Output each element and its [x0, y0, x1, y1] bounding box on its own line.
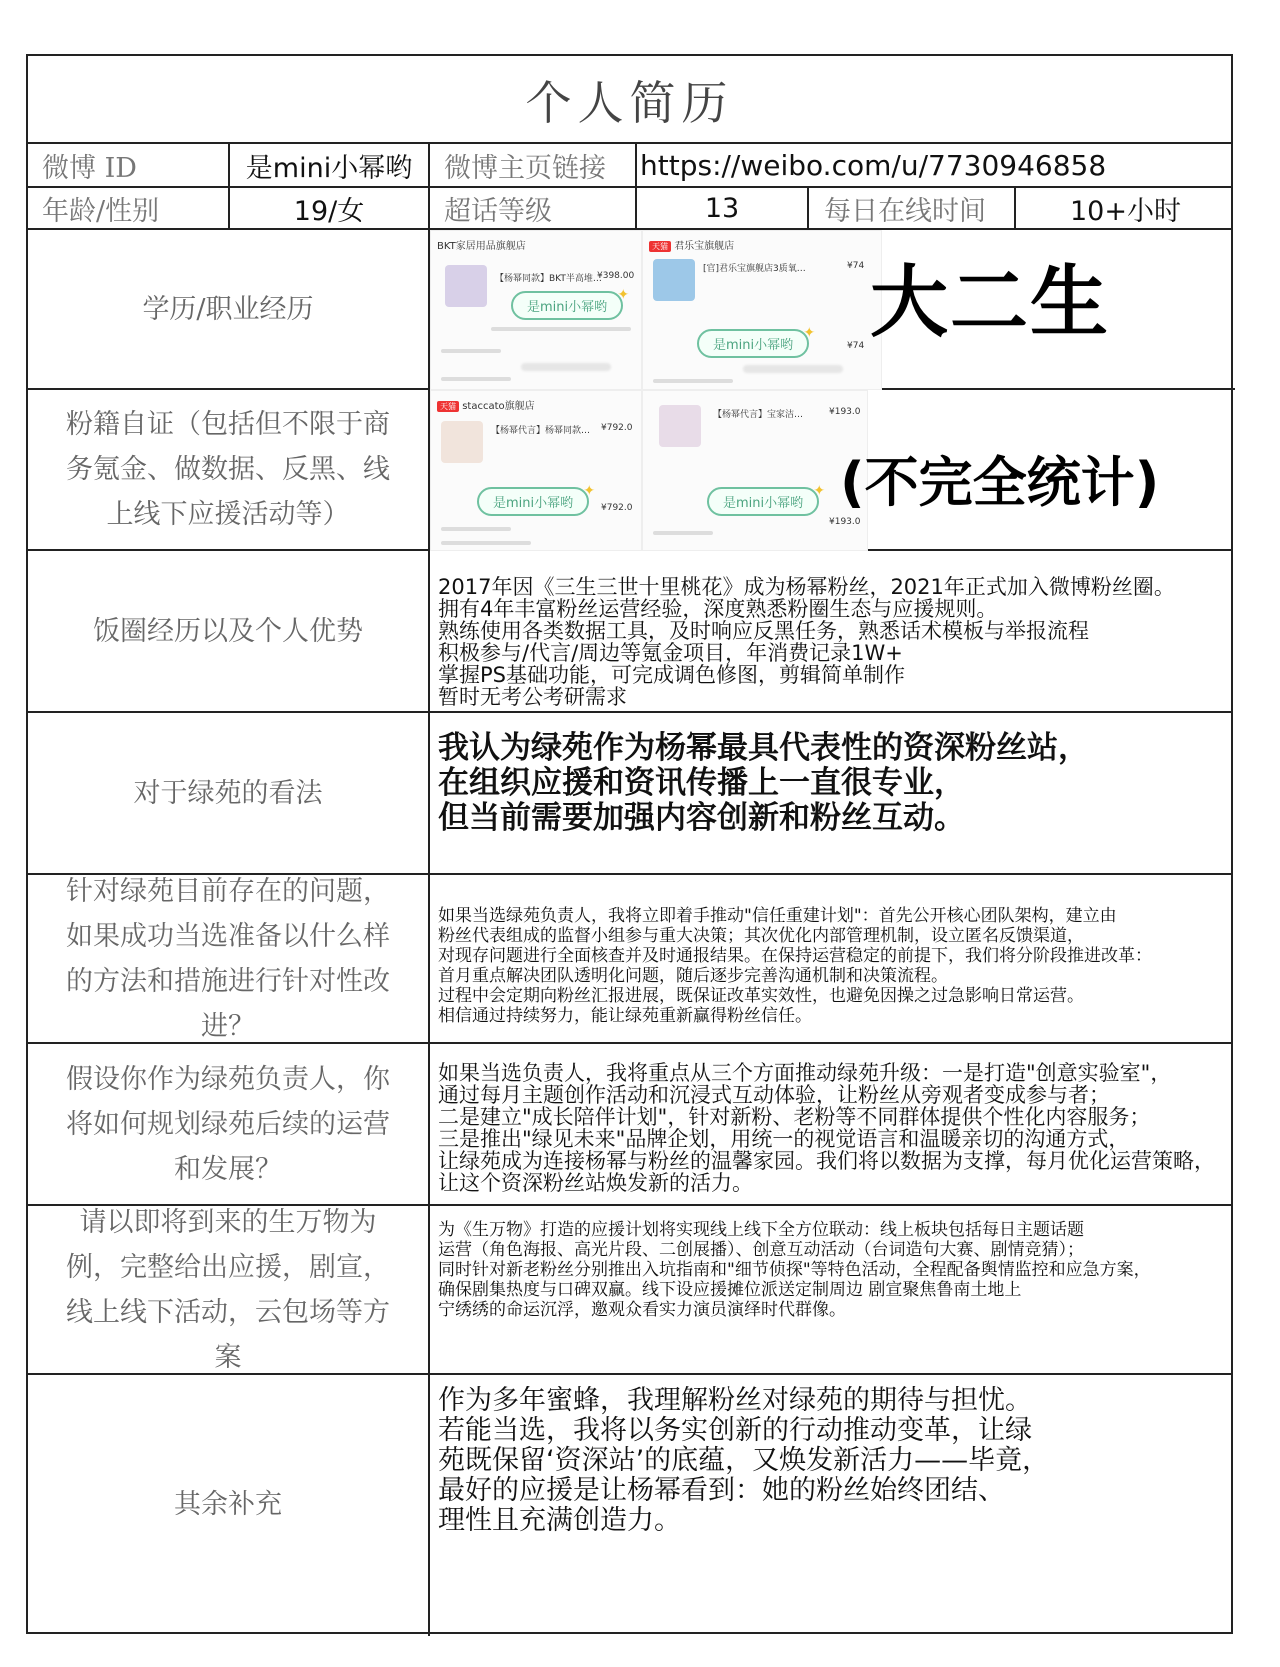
super-topic-value: 13: [704, 192, 740, 224]
product-title: 【杨幂代言】杨幂同款…: [491, 426, 591, 436]
blurred-text: [743, 365, 843, 373]
answer-line: 理性且充满创造力。: [438, 1505, 681, 1536]
improve-answer: [438, 906, 1228, 1026]
answer-line: 同时针对新老粉丝分别推出入坑指南和"细节侦探"等特色活动，全程配备舆情监控和应急方案，: [438, 1260, 1151, 1280]
answer-line: 相信通过持续努力，能让绿苑重新赢得粉丝信任。: [438, 1006, 812, 1026]
opinion-label: 对于绿苑的看法: [133, 777, 323, 809]
answer-line: 作为多年蜜蜂，我理解粉丝对绿苑的期待与担忧。: [438, 1386, 1032, 1416]
label-line: 假设你作为绿苑负责人，你: [66, 1063, 390, 1095]
answer-line: 为《生万物》打造的应援计划将实现线上线下全方位联动：线上板块包括每日主题话题: [438, 1220, 1084, 1240]
shop-name: [649, 237, 734, 252]
answer-line: 在组织应援和资讯传播上一直很专业，: [438, 765, 965, 801]
proof-answer: (不完全统计): [840, 451, 1160, 514]
product-price: ¥74: [847, 261, 865, 271]
answer-line: 若能当选，我将以务实创新的行动推动变革，让绿: [438, 1415, 1032, 1446]
experience-answer: [438, 576, 1228, 708]
answer-line: 确保剧集热度与口碑双赢。线下设应援摊位派送定制周边 剧宣聚焦鲁南土地上: [438, 1280, 1022, 1300]
answer-line: 粉丝代表组成的监督小组参与重大决策；其次优化内部管理机制，设立匿名反馈渠道，: [438, 926, 1084, 946]
shop-label: staccato旗舰店: [462, 401, 535, 412]
super-topic-label: 超话等级: [444, 195, 552, 227]
age-gender-label: 年龄/性别: [42, 195, 160, 227]
answer-line: 暂时无考公考研需求: [438, 685, 627, 708]
extra-label: 其余补充: [174, 1489, 282, 1520]
product-thumbnail: [659, 405, 701, 447]
label-line: 请以即将到来的生万物为: [79, 1206, 377, 1238]
product-title: [官]君乐宝旗舰店3质氧…: [703, 264, 806, 274]
answer-line: 对现存问题进行全面核查并及时通报结果。在保持运营稳定的前提下，我们将分阶段推进改革：: [438, 946, 1152, 966]
answer-line: 让这个资深粉丝站焕发新的活力。: [438, 1171, 753, 1194]
label-line: 和发展？: [174, 1153, 282, 1185]
experience-label: 饭圈经历以及个人优势: [93, 615, 363, 647]
answer-line: 掌握PS基础功能，可完成调色修图，剪辑简单制作: [438, 663, 905, 687]
answer-line: 二是建立"成长陪伴计划"，针对新粉、老粉等不同群体提供个性化内容服务；: [438, 1105, 1151, 1129]
proof-label: [28, 390, 428, 549]
answer-line: 苑既保留‘资深站’的底蕴，又焕发新活力——毕竟，: [438, 1445, 1050, 1476]
label-line: 务氪金、做数据、反黑、线: [66, 454, 390, 485]
tmall-tag: 天猫: [437, 401, 459, 412]
improve-label: [28, 875, 428, 1042]
order-screenshot: [430, 390, 642, 551]
text-line: [441, 527, 511, 531]
education-label: 学历/职业经历: [142, 293, 314, 325]
online-time-label: 每日在线时间: [824, 195, 986, 227]
order-screenshot: [430, 230, 642, 390]
education-answer: 大二生: [870, 258, 1111, 348]
plan-answer: [438, 1062, 1228, 1194]
tmall-tag: 天猫: [649, 241, 671, 252]
label-line: 的方法和措施进行针对性改: [66, 965, 390, 997]
label-line: 进？: [201, 1010, 255, 1042]
product-title: 【杨幂同款】BKT半高堆…: [495, 274, 602, 284]
product-thumbnail: [441, 421, 483, 463]
campaign-label: [28, 1206, 428, 1373]
label-line: 将如何规划绿苑后续的运营: [66, 1108, 390, 1140]
answer-line: 但当前需要加强内容创新和粉丝互动。: [438, 800, 965, 836]
campaign-answer: [438, 1220, 1228, 1320]
answer-line: 过程中会定期向粉丝汇报进展，既保证改革实效性，也避免因操之过急影响日常运营。: [438, 986, 1084, 1006]
product-title: 【杨幂代言】宝家洁…: [713, 410, 804, 420]
answer-line: 如果当选负责人，我将重点从三个方面推动绿苑升级：一是打造"创意实验室"，: [438, 1062, 1172, 1085]
plan-label: [28, 1044, 428, 1204]
weibo-id-label: 微博 ID: [42, 152, 137, 184]
answer-line: 2017年因《三生三世十里桃花》成为杨幂粉丝，2021年正式加入微博粉丝圈。: [438, 576, 1175, 599]
text-line: [441, 349, 501, 353]
text-line: [491, 327, 631, 331]
online-time-value: 10+小时: [1070, 195, 1181, 227]
watermark-badge: 是mini小幂哟 ✦: [477, 487, 589, 516]
watermark-badge: 是mini小幂哟 ✦: [511, 291, 623, 320]
product-thumbnail: [445, 265, 487, 307]
label-line: 线上线下活动，云包场等方: [66, 1296, 390, 1328]
text-line: [653, 379, 733, 383]
watermark-badge: 是mini小幂哟 ✦: [707, 487, 819, 516]
product-price: ¥792.0: [601, 423, 633, 433]
answer-line: 熟练使用各类数据工具，及时响应反黑任务，熟悉话术模板与举报流程: [438, 619, 1089, 643]
product-price: ¥193.0: [829, 407, 861, 417]
answer-line: 通过每月主题创作活动和沉浸式互动体验，让粉丝从旁观者变成参与者；: [438, 1083, 1110, 1107]
label-line: 针对绿苑目前存在的问题，: [66, 875, 390, 907]
product-price: ¥398.00: [597, 271, 635, 281]
homepage-label: 微博主页链接: [444, 152, 606, 184]
age-gender-value: 19/女: [293, 195, 365, 227]
product-thumbnail: [653, 259, 695, 301]
shop-label: 君乐宝旗舰店: [674, 241, 735, 252]
label-line: 上线下应援活动等）: [106, 499, 350, 530]
blurred-text: [521, 363, 611, 371]
answer-line: 宁绣绣的命运沉浮，邀观众看实力演员演绎时代群像。: [438, 1300, 846, 1320]
paid-amount: ¥193.0: [829, 517, 861, 527]
answer-line: 首月重点解决团队透明化问题，随后逐步完善沟通机制和决策流程。: [438, 966, 948, 986]
text-line: [441, 541, 531, 545]
homepage-link[interactable]: https://weibo.com/u/7730946858: [640, 148, 1107, 182]
divider: [880, 388, 1235, 390]
text-line: [653, 531, 713, 535]
label-line: 案: [214, 1341, 242, 1373]
answer-line: 最好的应援是让杨幂看到：她的粉丝始终团结、: [438, 1475, 1005, 1506]
order-screenshot: [642, 230, 882, 390]
label-line: 粉籍自证（包括但不限于商: [66, 409, 390, 440]
answer-line: 运营（角色海报、高光片段、二创展播）、创意互动活动（台词造句大赛、剧情竞猜）；: [438, 1240, 1084, 1260]
answer-line: 我认为绿苑作为杨幂最具代表性的资深粉丝站，: [438, 731, 1089, 766]
page-title: 个人简历: [525, 76, 734, 130]
answer-line: 积极参与/代言/周边等氪金项目，年消费记录1W+: [438, 641, 903, 665]
shop-name: BKT家居用品旗舰店: [437, 241, 526, 252]
divider: [807, 186, 809, 228]
label-line: 例，完整给出应援，剧宣，: [66, 1251, 390, 1283]
text-line: [441, 377, 511, 381]
label-line: 如果成功当选准备以什么样: [66, 920, 390, 952]
answer-line: 拥有4年丰富粉丝运营经验，深度熟悉粉圈生态与应援规则。: [438, 597, 998, 621]
watermark-badge: 是mini小幂哟 ✦: [697, 329, 809, 358]
answer-line: 让绿苑成为连接杨幂与粉丝的温馨家园。我们将以数据为支撑，每月优化运营策略，: [438, 1149, 1215, 1173]
answer-line: 如果当选绿苑负责人，我将立即着手推动"信任重建计划"：首先公开核心团队架构，建立由: [438, 906, 1117, 926]
opinion-answer: [438, 731, 1228, 836]
paid-amount: ¥792.0: [601, 503, 633, 513]
paid-amount: ¥74: [847, 341, 865, 351]
weibo-id-value: 是mini小幂哟: [245, 152, 413, 184]
order-screenshot: [642, 390, 868, 551]
answer-line: 三是推出"绿见未来"品牌企划，用统一的视觉语言和温暖亲切的沟通方式，: [438, 1127, 1130, 1151]
shop-name: [437, 397, 535, 412]
extra-answer: [438, 1386, 1228, 1536]
